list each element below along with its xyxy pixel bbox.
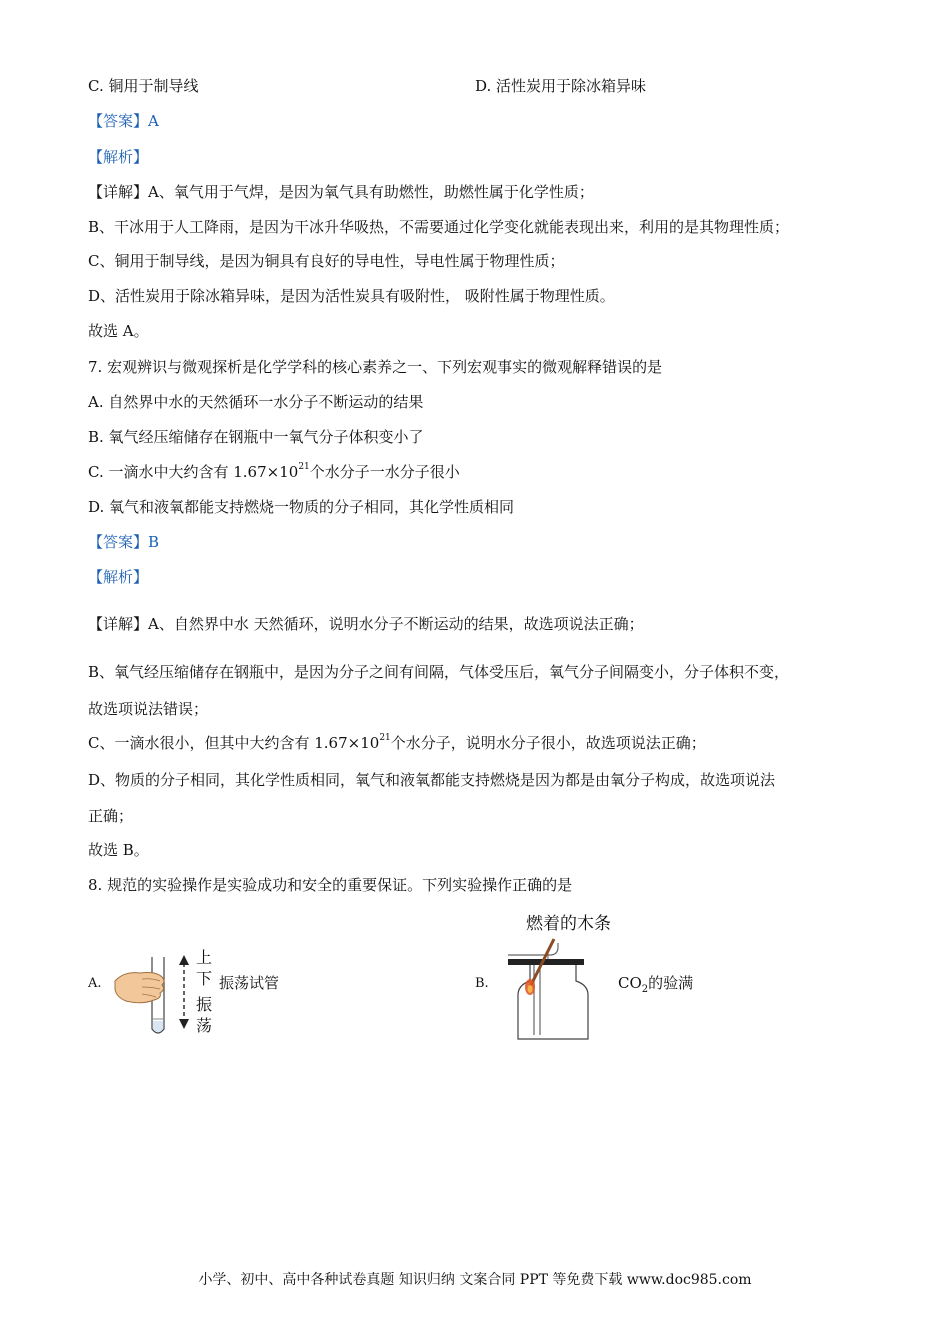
q7-option-c-exp: 21 <box>298 462 310 472</box>
shake-label-1: 上 <box>196 948 213 967</box>
q8-option-b-co: CO <box>618 974 642 992</box>
q7-conclusion: 故选 B。 <box>88 841 149 859</box>
q7-detail-a: 【详解】A、自然界中水 天然循环，说明水分子不断运动的结果，故选项说法正确； <box>88 615 644 633</box>
q7-detail-d1: D、物质的分子相同，其化学性质相同，氧气和液氧都能支持燃烧是因为都是由氧分子构成，故选项说法 <box>88 771 776 789</box>
q7-detail-b2: 故选项说法错误； <box>88 700 209 718</box>
gas-bottle-illustration <box>500 935 600 1045</box>
q7-detail-d2: 正确； <box>88 807 134 825</box>
q6-conclusion: 故选 A。 <box>88 322 149 340</box>
q7-detail-c-post: 个水分子，说明水分子很小，故选项说法正确； <box>390 734 706 752</box>
shake-label-4: 荡 <box>196 1016 213 1035</box>
co2-test-figure <box>500 935 600 1045</box>
q8-option-b-sub: 2 <box>641 984 649 995</box>
option-c-text: C. 铜用于制导线 <box>88 77 199 95</box>
q6-answer: 【答案】A <box>88 112 159 130</box>
q6-detail-d: D、活性炭用于除冰箱异味，是因为活性炭具有吸附性， 吸附性属于物理性质。 <box>88 287 615 305</box>
q7-option-c-pre: C. 一滴水中大约含有 1.67×10 <box>88 463 299 481</box>
shake-label-2: 下 <box>196 969 213 988</box>
q8-option-b-text <box>618 973 693 1000</box>
q7-option-c <box>88 462 460 482</box>
q7-answer: 【答案】B <box>88 533 160 551</box>
q8-stem: 8. 规范的实验操作是实验成功和安全的重要保证。下列实验操作正确的是 <box>88 876 573 894</box>
q6-analysis-heading: 【解析】 <box>88 148 149 166</box>
shake-label-3: 振 <box>196 995 213 1014</box>
q7-detail-c <box>88 733 706 753</box>
page-footer: 小学、初中、高中各种试卷真题 知识归纳 文案合同 PPT 等免费下载 www.doc985.com <box>198 1272 752 1288</box>
q8-option-b-post: 的验满 <box>648 974 694 992</box>
q6-detail-b: B、干冰用于人工降雨，是因为干冰升华吸热，不需要通过化学变化就能表现出来，利用的是其物理性质； <box>88 218 790 236</box>
q7-detail-c-pre: C、一滴水很小，但其中大约含有 1.67×10 <box>88 734 380 752</box>
shake-test-tube-figure <box>112 945 222 1040</box>
q6-detail-a: 【详解】A、氧气用于气焊，是因为氧气具有助燃性，助燃性属于化学性质； <box>88 183 594 201</box>
q7-analysis-heading: 【解析】 <box>88 568 149 586</box>
q7-option-d: D. 氧气和液氧都能支持燃烧一物质的分子相同，其化学性质相同 <box>88 498 515 516</box>
q8-option-a-text: 振荡试管 <box>219 974 280 992</box>
q7-detail-b1: B、氧气经压缩储存在钢瓶中，是因为分子之间有间隔，气体受压后，氧气分子间隔变小，分子体积不变， <box>88 663 790 681</box>
q7-option-a: A. 自然界中水的天然循环一水分子不断运动的结果 <box>88 393 424 411</box>
q7-stem: 7. 宏观辨识与微观探析是化学学科的核心素养之一、下列宏观事实的微观解释错误的是 <box>88 358 663 376</box>
q7-detail-c-exp: 21 <box>379 733 391 743</box>
burning-stick-label: 燃着的木条 <box>526 914 611 934</box>
option-d-text: D. 活性炭用于除冰箱异味 <box>475 77 647 95</box>
q6-detail-c: C、铜用于制导线，是因为铜具有良好的导电性，导电性属于物理性质； <box>88 252 565 270</box>
q8-option-b-label: B. <box>475 976 489 991</box>
q8-option-a-label: A. <box>88 976 102 991</box>
q7-option-c-post: 个水分子一水分子很小 <box>309 463 460 481</box>
q7-option-b: B. 氧气经压缩储存在钢瓶中一氧气分子体积变小了 <box>88 428 424 446</box>
